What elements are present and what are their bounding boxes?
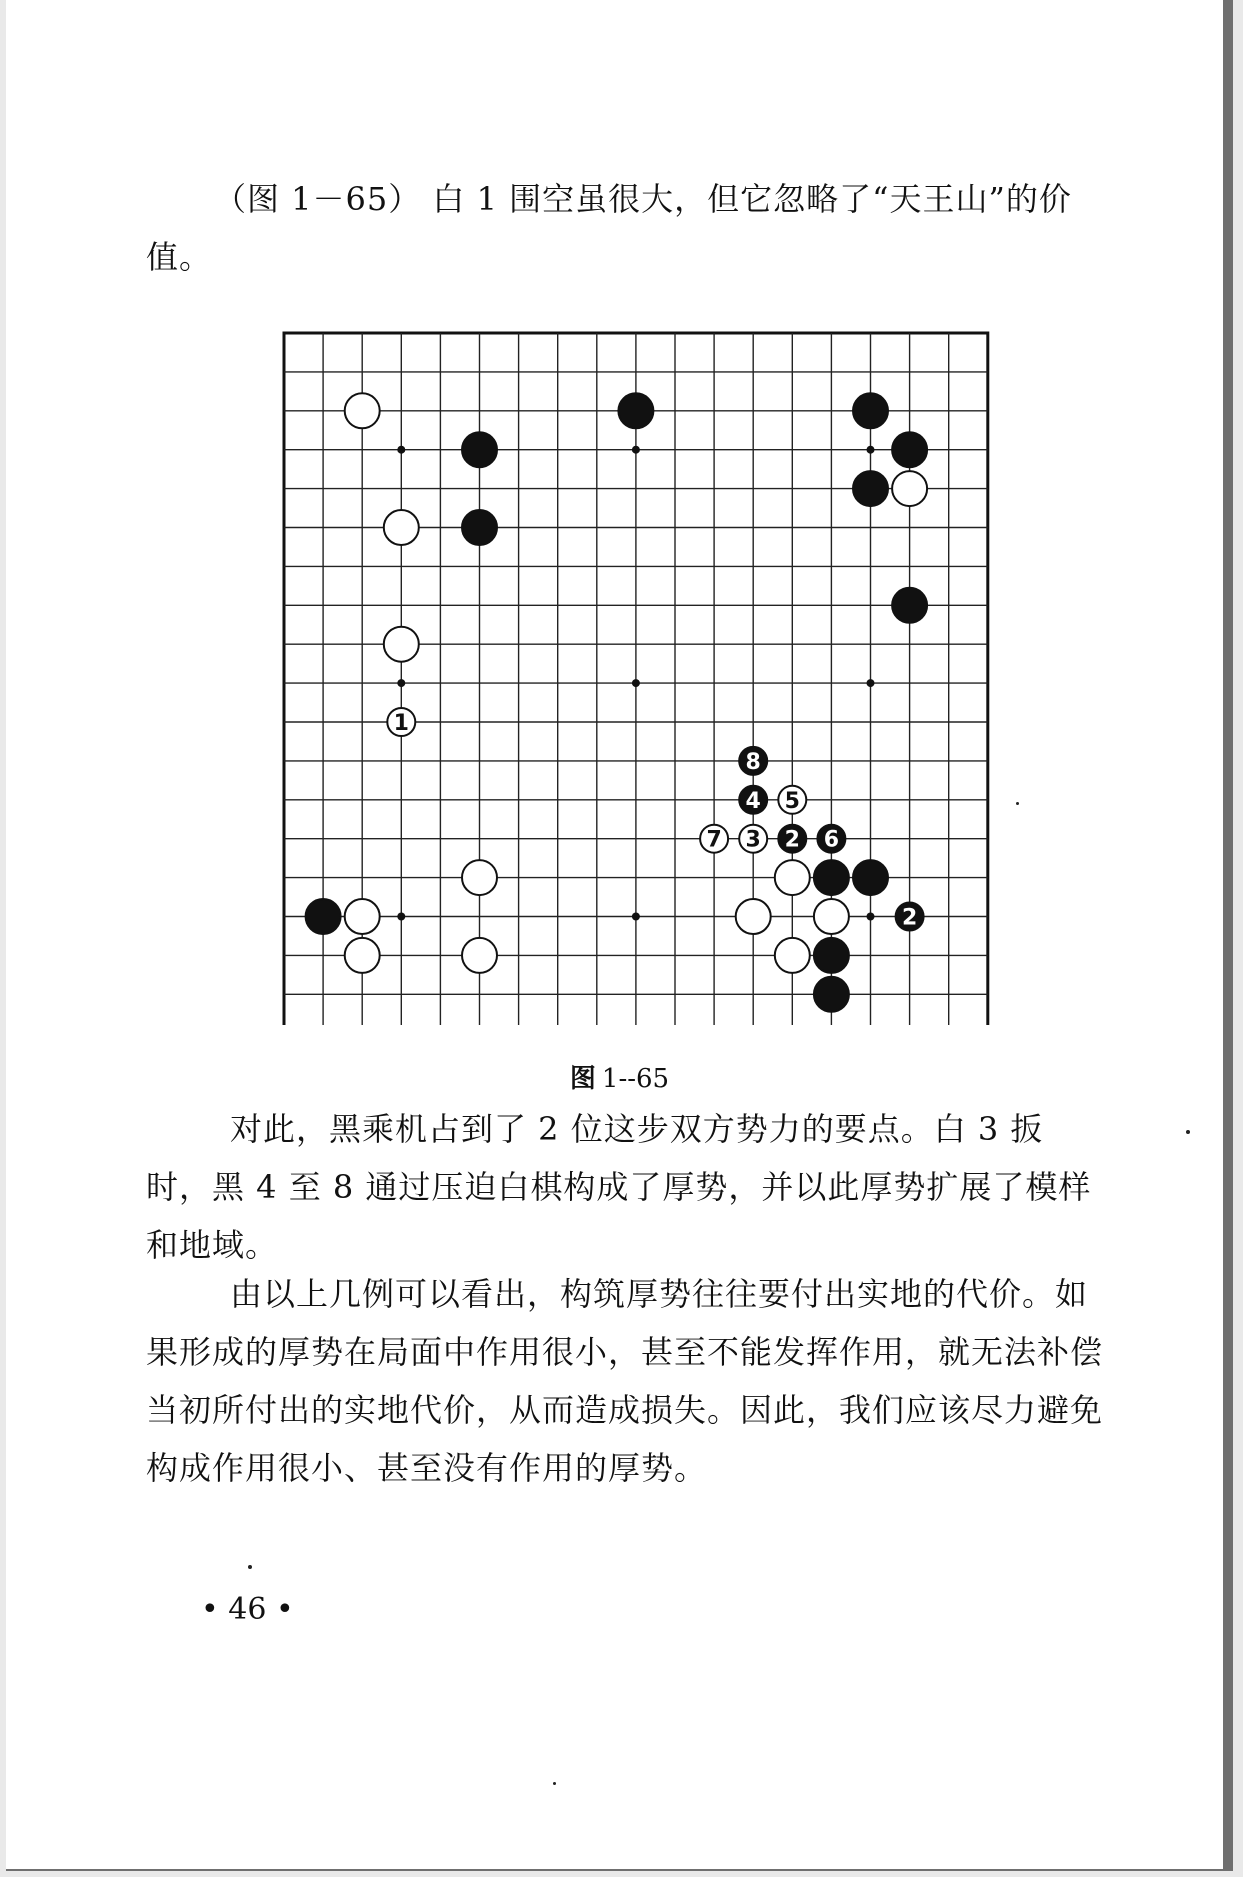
black-stone bbox=[892, 588, 927, 623]
move-number-label: 3 bbox=[745, 827, 761, 853]
star-point bbox=[397, 679, 405, 687]
white-stone bbox=[775, 938, 810, 973]
move-number-label: 1 bbox=[393, 711, 409, 736]
go-board-svg bbox=[276, 325, 991, 1025]
white-stone bbox=[736, 899, 771, 934]
white-stone bbox=[814, 899, 849, 934]
black-stone bbox=[618, 393, 653, 428]
white-stone bbox=[345, 938, 380, 973]
star-point bbox=[632, 679, 640, 687]
print-speck bbox=[1186, 1130, 1190, 1134]
white-stone bbox=[345, 899, 380, 934]
white-stone bbox=[384, 510, 419, 545]
star-point bbox=[867, 913, 875, 921]
black-stone bbox=[814, 860, 849, 895]
star-point bbox=[397, 446, 405, 454]
black-stone bbox=[853, 393, 888, 428]
black-stone bbox=[462, 510, 497, 545]
black-stone bbox=[814, 977, 849, 1012]
print-speck bbox=[553, 1782, 556, 1785]
black-stone bbox=[892, 432, 927, 467]
white-stone bbox=[892, 471, 927, 506]
white-stone bbox=[775, 860, 810, 895]
paragraph-analysis: 对此，黑乘机占到了 2 位这步双方势力的要点。白 3 扳时，黑 4 至 8 通过压迫白棋构成了厚势，并以此厚势扩展了模样和地域。 bbox=[146, 1110, 1092, 1264]
star-point bbox=[397, 913, 405, 921]
move-number-label: 7 bbox=[706, 827, 722, 853]
caption-figure-word: 图 bbox=[569, 1064, 596, 1094]
print-speck bbox=[1016, 802, 1019, 805]
paragraph-figure-intro: （图 1－65） 白 1 围空虽很大，但它忽略了“天王山”的价值。 bbox=[146, 180, 1072, 276]
go-board-diagram bbox=[276, 325, 991, 1025]
star-point bbox=[632, 446, 640, 454]
paragraph-conclusion: 由以上几例可以看出，构筑厚势往往要付出实地的代价。如果形成的厚势在局面中作用很小，甚至不能发挥作用，就无法补偿当初所付出的实地代价，从而造成损失。因此，我们应该尽力避免构成作用很小、甚至没有作用的厚势。 bbox=[146, 1275, 1104, 1487]
star-point bbox=[632, 913, 640, 921]
print-speck bbox=[248, 1565, 252, 1569]
star-point bbox=[867, 679, 875, 687]
black-stone bbox=[462, 432, 497, 467]
book-page bbox=[6, 0, 1233, 1871]
black-stone bbox=[306, 899, 341, 934]
move-number-label: 5 bbox=[784, 788, 800, 814]
black-stone bbox=[853, 471, 888, 506]
move-number-label: 2 bbox=[901, 905, 918, 931]
page-number: • 46 • bbox=[201, 1592, 294, 1627]
move-number-label: 4 bbox=[745, 788, 761, 814]
star-point bbox=[867, 446, 875, 454]
figure-caption bbox=[6, 1058, 1233, 1095]
black-stone bbox=[853, 860, 888, 895]
white-stone bbox=[462, 938, 497, 973]
black-stone bbox=[814, 938, 849, 973]
caption-figure-number: 1--65 bbox=[601, 1064, 670, 1094]
move-number-label: 8 bbox=[745, 749, 761, 775]
move-number-label: 6 bbox=[823, 827, 840, 853]
white-stone bbox=[345, 393, 380, 428]
white-stone bbox=[384, 627, 419, 662]
white-stone bbox=[462, 860, 497, 895]
move-number-label: 2 bbox=[784, 827, 800, 853]
